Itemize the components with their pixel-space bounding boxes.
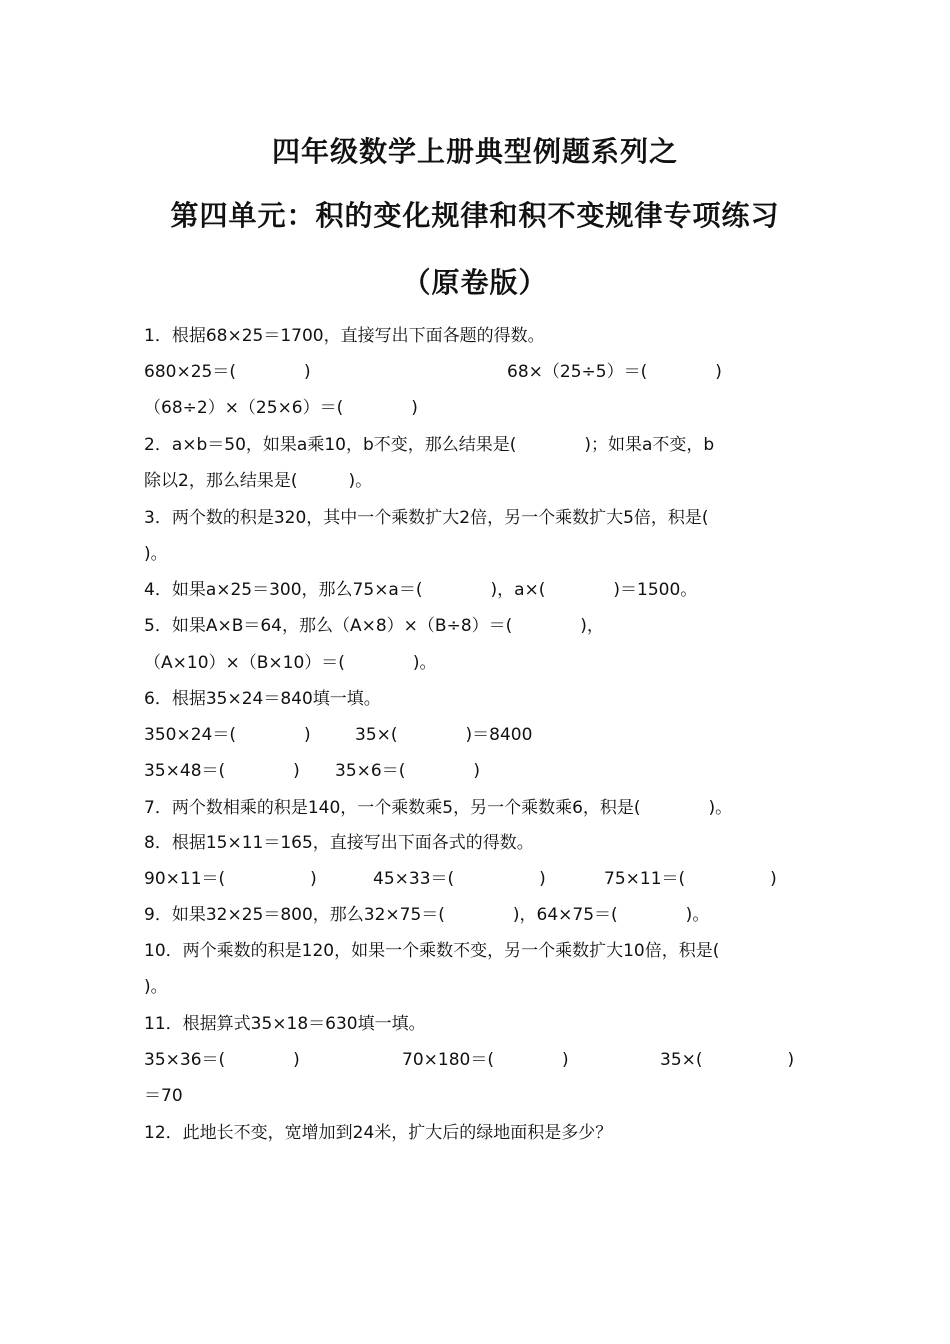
question-1-item-c: （68÷2）×（25×6）＝( ): [144, 398, 418, 418]
question-8-item-a: 90×11＝( ): [144, 869, 317, 889]
question-10-line-2: )。: [144, 977, 168, 997]
question-8-item-b: 45×33＝( ): [373, 869, 546, 889]
question-6-prompt: 6．根据35×24＝840填一填。: [144, 689, 381, 709]
question-6-item-a: 350×24＝( ): [144, 725, 311, 745]
question-8-item-c: 75×11＝( ): [604, 869, 777, 889]
question-11-item-b: 70×180＝( ): [402, 1050, 569, 1070]
question-8-prompt: 8．根据15×11＝165，直接写出下面各式的得数。: [144, 833, 534, 853]
title-line-2: 第四单元：积的变化规律和积不变规律专项练习: [170, 199, 780, 232]
question-12-text: 12．此地长不变，宽增加到24米，扩大后的绿地面积是多少？: [144, 1123, 613, 1143]
question-6-item-c: 35×48＝( ): [144, 761, 300, 781]
question-5-line-1: 5．如果A×B＝64，那么（A×8）×（B÷8）＝( )，: [144, 616, 604, 636]
question-2-line-1: 2．a×b＝50，如果a乘10，b不变，那么结果是( )；如果a不变，b: [144, 435, 715, 455]
title-line-1: 四年级数学上册典型例题系列之: [271, 135, 678, 168]
question-2-line-2: 除以2，那么结果是( )。: [144, 471, 373, 491]
question-9-text: 9．如果32×25＝800，那么32×75＝( )，64×75＝( )。: [144, 905, 710, 925]
question-11-item-c-continued: ＝70: [144, 1086, 183, 1106]
question-1-item-b: 68×（25÷5）＝( ): [507, 362, 722, 382]
question-1-item-a: 680×25＝( ): [144, 362, 311, 382]
question-1-prompt: 1．根据68×25＝1700，直接写出下面各题的得数。: [144, 326, 545, 346]
question-5-line-2: （A×10）×（B×10）＝( )。: [144, 653, 437, 673]
question-11-item-c: 35×( ): [660, 1050, 795, 1070]
question-11-prompt: 11．根据算式35×18＝630填一填。: [144, 1014, 426, 1034]
question-3-line-1: 3．两个数的积是320，其中一个乘数扩大2倍，另一个乘数扩大5倍，积是(: [144, 508, 709, 528]
question-11-item-a: 35×36＝( ): [144, 1050, 300, 1070]
question-7-text: 7．两个数相乘的积是140，一个乘数乘5，另一个乘数乘6，积是( )。: [144, 798, 733, 818]
question-6-item-d: 35×6＝( ): [335, 761, 480, 781]
question-6-item-b: 35×( )＝8400: [355, 725, 533, 745]
title-line-3: （原卷版）: [402, 266, 548, 299]
question-3-line-2: )。: [144, 544, 168, 564]
question-4-text: 4．如果a×25＝300，那么75×a＝( )，a×( )＝1500。: [144, 580, 698, 600]
question-10-line-1: 10．两个乘数的积是120，如果一个乘数不变，另一个乘数扩大10倍，积是(: [144, 941, 720, 961]
